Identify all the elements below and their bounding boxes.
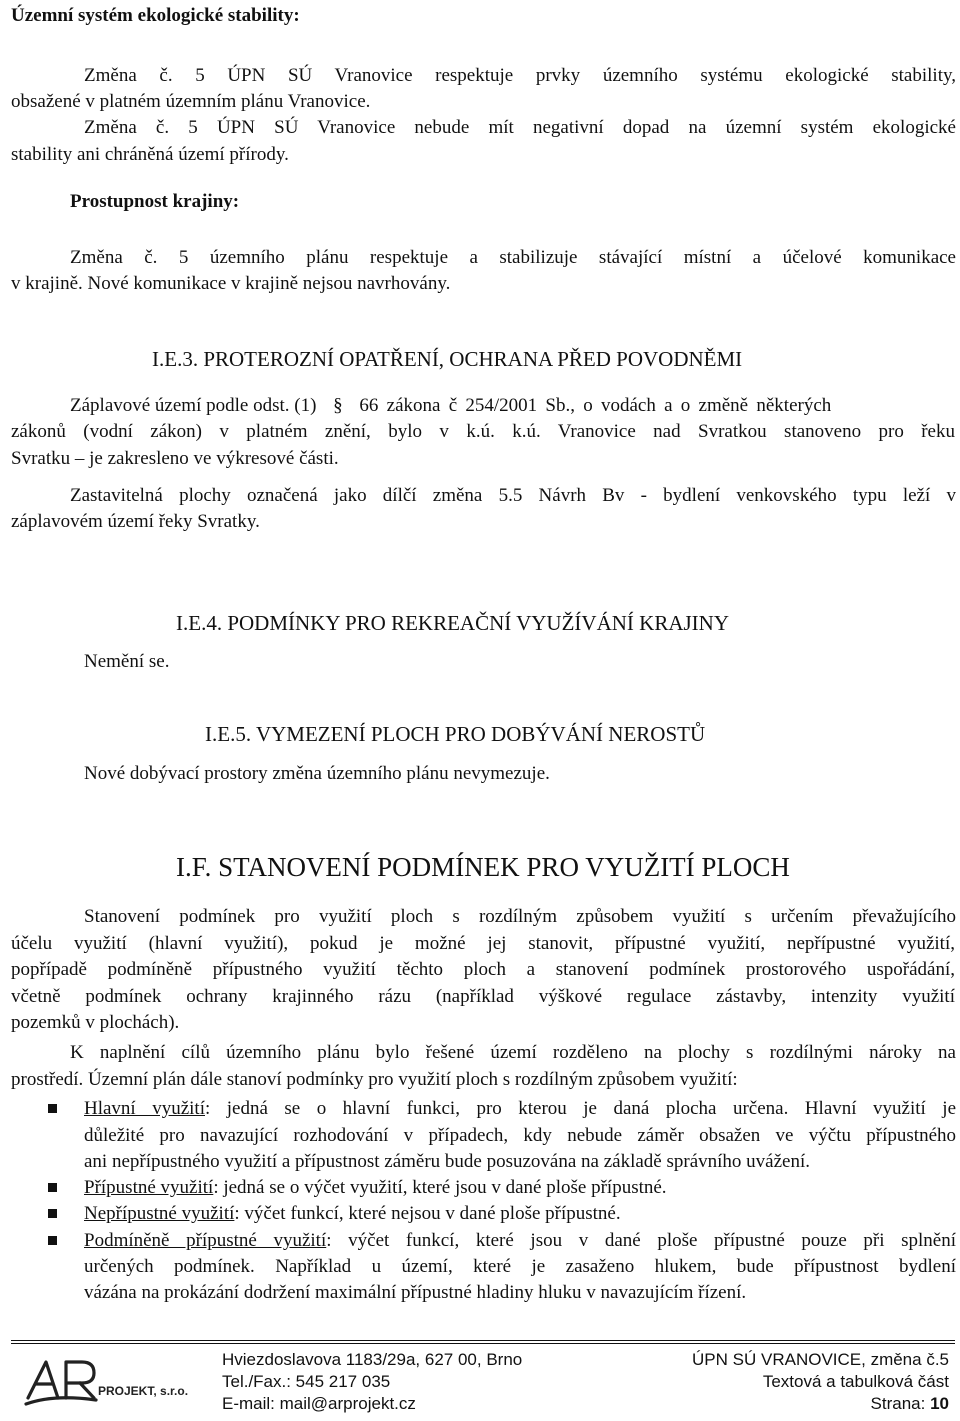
footer-rule (11, 1343, 955, 1344)
bullet-line: určených podmínek. Například u území, které je zasaženo hlukem, bude přípustnost bydlení (84, 1256, 956, 1277)
bullet-line: ani nepřípustného využití a přípustnost záměru bude posuzována na základě správního uvážení. (84, 1151, 810, 1172)
paragraph-line: Změna č. 5 územního plánu respektuje a stabilizuje stávající místní a účelové komunikace (70, 247, 956, 268)
paragraph-line: Svratku – je zakresleno ve výkresové části. (11, 448, 339, 469)
section-heading-ie5: I.E.5. VYMEZENÍ PLOCH PRO DOBÝVÁNÍ NEROSTŮ (205, 722, 706, 746)
page-label: Strana: (870, 1394, 931, 1413)
paragraph-line: Změna č. 5 ÚPN SÚ Vranovice respektuje prvky územního systému ekologické stability, (84, 65, 956, 86)
section-heading-ie3: I.E.3. PROTEROZNÍ OPATŘENÍ, OCHRANA PŘED POVODNĚMI (152, 347, 743, 371)
bullet-line: důležité pro navazující rozhodování v případech, kdy nebude záměr obsažen ve výčtu přípustného (84, 1125, 956, 1146)
paragraph-line: Nemění se. (84, 651, 170, 672)
paragraph-line: stability ani chráněná území přírody. (11, 144, 289, 165)
paragraph-line: zákonů (vodní zákon) v platném znění, bylo v k.ú. k.ú. Vranovice nad Svratkou stanoveno pro řeku (11, 421, 955, 442)
bullet-line (84, 1176, 956, 1200)
paragraph-line: účelu využití (hlavní využití), pokud je možné jej stanovit, přípustné využití, nepřípustné využití, (11, 933, 955, 954)
paragraph-line: pozemků v plochách). (11, 1012, 180, 1033)
footer-email: E-mail: mail@arprojekt.cz (222, 1394, 416, 1413)
bullet-marker (48, 1104, 57, 1113)
paragraph-line: včetně podmínek ochrany krajinného rázu (například výškové regulace zástavby, intenzity využití (11, 986, 955, 1007)
text-run: Záplavové území podle odst. (1) (70, 395, 317, 416)
paragraph-line: Nové dobývací prostory změna územního plánu nevymezuje. (84, 763, 550, 784)
paragraph-line: Stanovení podmínek pro využití ploch s rozdílným způsobem využití s určením převažujícího (84, 906, 956, 927)
paragraph-line: v krajině. Nové komunikace v krajině nejsou navrhovány. (11, 273, 451, 294)
paragraph-line: Změna č. 5 ÚPN SÚ Vranovice nebude mít negativní dopad na územní systém ekologické (84, 117, 956, 138)
bullet-marker (48, 1209, 57, 1218)
bullet-text: : výčet funkcí, které nejsou v dané ploše přípustné. (234, 1203, 621, 1224)
company-logo (24, 1354, 214, 1414)
bullet-text: : jedná se o hlavní funkci, pro kterou je daná plocha určena. Hlavní využití je (204, 1098, 956, 1119)
section-heading-ie4: I.E.4. PODMÍNKY PRO REKREAČNÍ VYUŽÍVÁNÍ KRAJINY (176, 611, 729, 635)
bullet-text: : výčet funkcí, které jsou v dané ploše přípustné pouze při splnění (326, 1230, 956, 1251)
bullet-marker (48, 1183, 57, 1192)
bullet-line (84, 1202, 956, 1226)
section-heading-uses: Územní systém ekologické stability: (11, 5, 300, 26)
paragraph-line (70, 394, 956, 418)
bullet-line (84, 1097, 956, 1121)
company-name: PROJEKT, s.r.o. (98, 1384, 189, 1398)
footer-doc-part: Textová a tabulková část (762, 1372, 949, 1391)
paragraph-line: záplavovém území řeky Svratky. (11, 511, 260, 532)
paragraph-line: prostředí. Územní plán dále stanoví podmínky pro využití ploch s rozdílným způsobem využití: (11, 1069, 738, 1090)
paragraph-line: popřípadě podmíněně přípustného využití těchto ploch a stanovení podmínek prostorového uspořádání, (11, 959, 955, 980)
paragraph-line: K naplnění cílů územního plánu bylo řešené území rozděleno na plochy s rozdílnými nároky na (70, 1042, 956, 1063)
bullet-term: Přípustné využití (84, 1177, 214, 1198)
footer-rule (11, 1340, 955, 1341)
bullet-marker (48, 1236, 57, 1245)
footer-address: Hviezdoslavova 1183/29a, 627 00, Brno (222, 1350, 523, 1369)
footer-phone: Tel./Fax.: 545 217 035 (222, 1372, 391, 1391)
text-run: 66 zákona č 254/2001 Sb., o vodách a o změně některých (359, 395, 832, 416)
bullet-line (84, 1229, 956, 1253)
bullet-term: Podmíněně přípustné využití (84, 1230, 327, 1251)
section-heading-permeability: Prostupnost krajiny: (70, 191, 240, 212)
bullet-term: Nepřípustné využití (84, 1203, 235, 1224)
page-number: 10 (930, 1394, 949, 1413)
bullet-text: : jedná se o výčet využití, které jsou v dané ploše přípustné. (213, 1177, 667, 1198)
section-sign: § (333, 395, 343, 416)
bullet-term: Hlavní využití (84, 1098, 205, 1119)
footer-doc-title: ÚPN SÚ VRANOVICE, změna č.5 (692, 1350, 949, 1369)
footer-page (871, 1393, 949, 1415)
paragraph-line: Zastavitelná plochy označená jako dílčí změna 5.5 Návrh Bv - bydlení venkovského typu leží v (70, 485, 956, 506)
section-heading-if: I.F. STANOVENÍ PODMÍNEK PRO VYUŽITÍ PLOCH (176, 852, 790, 882)
bullet-line: vázána na prokázání dodržení maximální přípustné hladiny hluku v navazujícím řízení. (84, 1282, 747, 1303)
paragraph-line: obsažené v platném územním plánu Vranovice. (11, 91, 371, 112)
